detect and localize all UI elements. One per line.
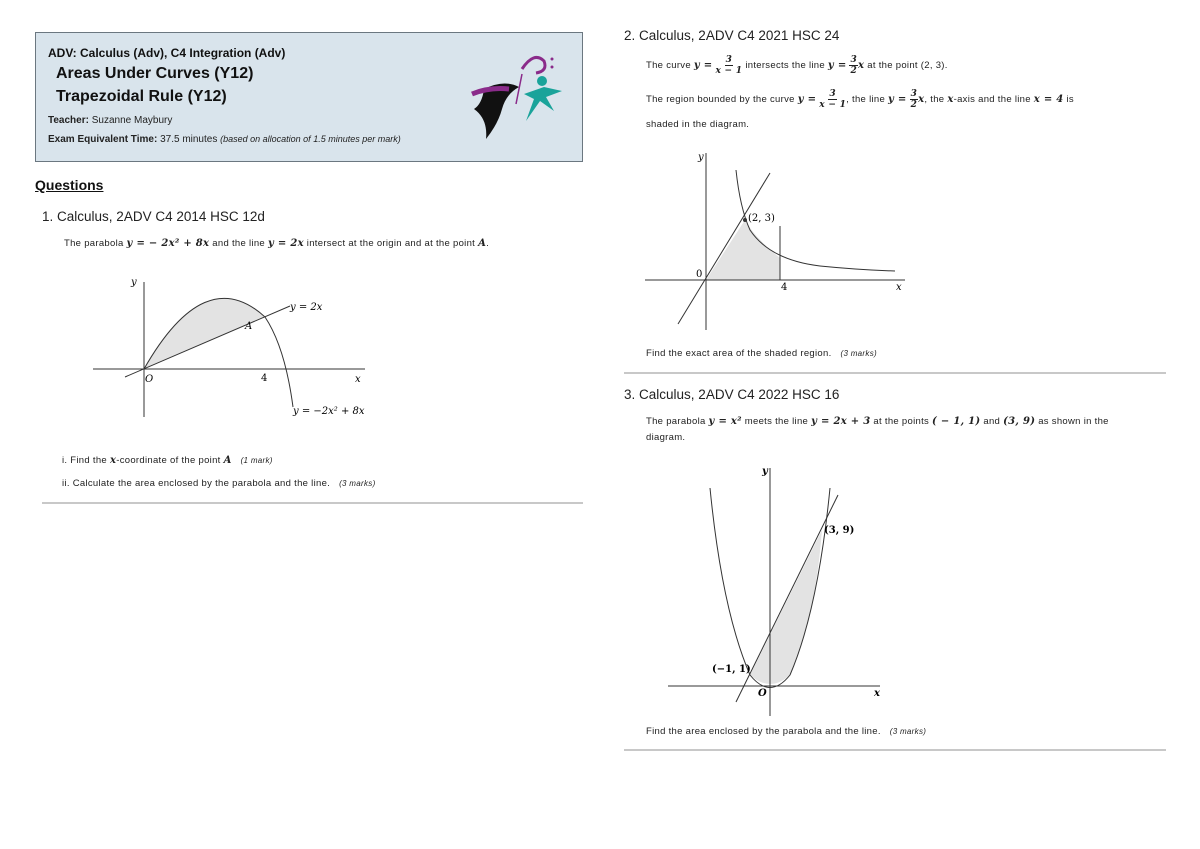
- q2-shaded-region: [706, 220, 780, 280]
- q3-s1-e: as shown in the: [1038, 416, 1109, 427]
- q1-part-i-x: x: [109, 455, 117, 466]
- q3-s1-a: The parabola: [646, 416, 706, 427]
- q2-y-label: y: [698, 152, 704, 163]
- exam-time-line: [48, 134, 401, 145]
- q2-frac2-den: 2: [850, 66, 858, 76]
- q3-p2-label: (3, 9): [824, 525, 855, 536]
- q3-math-p1: ( − 1, 1): [932, 416, 981, 427]
- q1-shaded-region: [144, 298, 265, 369]
- q2-s2-c: , the: [924, 94, 945, 106]
- q2-fraction-2: [849, 55, 858, 76]
- q1-x-label: x: [355, 374, 361, 385]
- q1-statement: [64, 238, 489, 249]
- q1-y-label: y: [131, 277, 137, 288]
- q2-s1-y: y =: [693, 60, 713, 72]
- q1-point-label: A: [245, 321, 253, 332]
- q2-s2-x: x: [918, 94, 925, 106]
- q1-part-ii-text: ii. Calculate the area enclosed by the parabola and the line.: [62, 478, 331, 489]
- q3-origin-label: O: [758, 688, 767, 699]
- q3-s1-b: meets the line: [744, 416, 809, 427]
- q2-fraction-4: [910, 89, 919, 110]
- q1-part-i-marks: (1 mark): [240, 456, 273, 465]
- q3-math-p2: (3, 9): [1003, 416, 1036, 427]
- q2-frac-num: 3: [725, 55, 733, 65]
- subject-line: ADV: Calculus (Adv), C4 Integration (Adv): [48, 46, 286, 60]
- q2-intersection-point: [743, 218, 747, 222]
- q2-s2-x4: x = 4: [1033, 94, 1064, 106]
- q3-title-text: Calculus, 2ADV C4 2022 HSC 16: [639, 387, 840, 402]
- q1-part-i: [62, 455, 273, 466]
- q2-s1-a: The curve: [646, 60, 691, 72]
- time-note: (based on allocation of 1.5 minutes per mark): [220, 134, 401, 144]
- q3-y-label: y: [762, 466, 768, 477]
- q1-text-a: The parabola: [64, 238, 124, 249]
- dancer-logo-icon: [464, 49, 564, 149]
- q3-s1-c: at the points: [873, 416, 930, 427]
- q3-title: [624, 387, 839, 402]
- q3-number: 3.: [624, 387, 636, 402]
- q2-frac3-den: x − 1: [819, 100, 847, 110]
- q2-statement-1: [646, 55, 948, 76]
- q2-frac4-den: 2: [910, 100, 918, 110]
- worksheet-header: [35, 32, 583, 162]
- teacher-label: Teacher:: [48, 115, 89, 126]
- q2-number: 2.: [624, 28, 636, 43]
- q3-graph: [660, 460, 890, 720]
- q1-title-text: Calculus, 2ADV C4 2014 HSC 12d: [57, 209, 265, 224]
- q1-divider: [42, 502, 583, 504]
- q2-find-text: Find the exact area of the shaded region.: [646, 348, 832, 359]
- q3-math-parabola: y = x²: [708, 416, 742, 427]
- q2-s2-y: y =: [797, 94, 817, 106]
- q2-s1-b: intersects the line: [745, 60, 825, 72]
- q2-title: [624, 28, 839, 43]
- q1-part-i-prefix: i. Find the: [62, 455, 108, 466]
- q1-math-parabola: y = − 2x² + 8x: [126, 238, 210, 249]
- q1-part-ii-marks: (3 marks): [339, 479, 376, 488]
- q1-number: 1.: [42, 209, 54, 224]
- q2-tick-4: 4: [781, 282, 788, 293]
- q3-find-text: Find the area enclosed by the parabola and the line.: [646, 726, 881, 737]
- q2-point-label: (2, 3): [748, 213, 775, 224]
- q2-frac3-num: 3: [829, 89, 836, 99]
- q3-marks: (3 marks): [889, 727, 927, 736]
- q2-s2-e: is: [1066, 94, 1074, 106]
- q2-title-text: Calculus, 2ADV C4 2021 HSC 24: [639, 28, 840, 43]
- q1-part-i-A: A: [223, 455, 232, 466]
- q2-divider: [624, 372, 1166, 374]
- q3-statement-line2: diagram.: [646, 432, 686, 443]
- q1-tick-4: 4: [261, 373, 268, 384]
- q2-s1-c: at the point (2, 3).: [867, 60, 948, 72]
- teacher-name: Suzanne Maybury: [91, 115, 173, 126]
- q2-s2-xaxis: x: [947, 94, 954, 106]
- q2-s2-a: The region bounded by the curve: [646, 94, 795, 106]
- topic-title-2: Trapezoidal Rule (Y12): [56, 88, 227, 105]
- q2-s1-x: x: [858, 60, 865, 72]
- q1-part-ii: [62, 478, 376, 489]
- q1-title: [42, 209, 265, 224]
- q2-frac-den: x − 1: [715, 66, 743, 76]
- q2-marks: (3 marks): [840, 349, 877, 358]
- time-label: Exam Equivalent Time:: [48, 134, 158, 145]
- q2-statement-2-line2: shaded in the diagram.: [646, 119, 750, 130]
- q2-graph: [640, 148, 915, 333]
- teacher-line: [48, 115, 172, 126]
- q3-find: [646, 726, 926, 737]
- q1-text-c: intersect at the origin and at the point: [306, 238, 476, 249]
- q2-fraction-3: [819, 89, 846, 110]
- q1-text-d: .: [486, 238, 490, 249]
- q1-math-line: y = 2x: [267, 238, 304, 249]
- q2-origin-label: 0: [696, 269, 703, 280]
- q3-math-line: y = 2x + 3: [811, 416, 871, 427]
- q1-parabola-label: y = −2x² + 8x: [293, 406, 365, 417]
- q1-graph: [85, 272, 375, 422]
- time-value: 37.5 minutes: [160, 134, 218, 145]
- q2-s2-y2: y =: [888, 94, 907, 106]
- q2-s2-d: -axis and the line: [953, 94, 1031, 106]
- q1-math-point: A: [478, 238, 487, 249]
- q1-text-b: and the line: [212, 238, 266, 249]
- q1-part-i-mid: -coordinate of the point: [116, 455, 221, 466]
- q3-x-label: x: [874, 688, 880, 699]
- q3-statement: [646, 416, 1109, 427]
- q1-origin-label: O: [145, 374, 154, 385]
- q3-divider: [624, 749, 1166, 751]
- q2-s1-y2: y =: [827, 60, 847, 72]
- q2-s2-b: , the line: [846, 94, 886, 106]
- topic-title-1: Areas Under Curves (Y12): [56, 65, 254, 82]
- q2-frac2-num: 3: [850, 55, 858, 65]
- q2-frac4-num: 3: [910, 89, 918, 99]
- q1-line-label: y = 2x: [290, 302, 323, 313]
- q2-fraction-1: [715, 55, 742, 76]
- q2-x-label: x: [896, 282, 902, 293]
- q3-p1-label: (−1, 1): [712, 664, 751, 675]
- q2-find: [646, 348, 877, 359]
- questions-heading: Questions: [35, 177, 104, 193]
- q2-statement-2: [646, 89, 1074, 110]
- q3-s1-d: and: [983, 416, 1001, 427]
